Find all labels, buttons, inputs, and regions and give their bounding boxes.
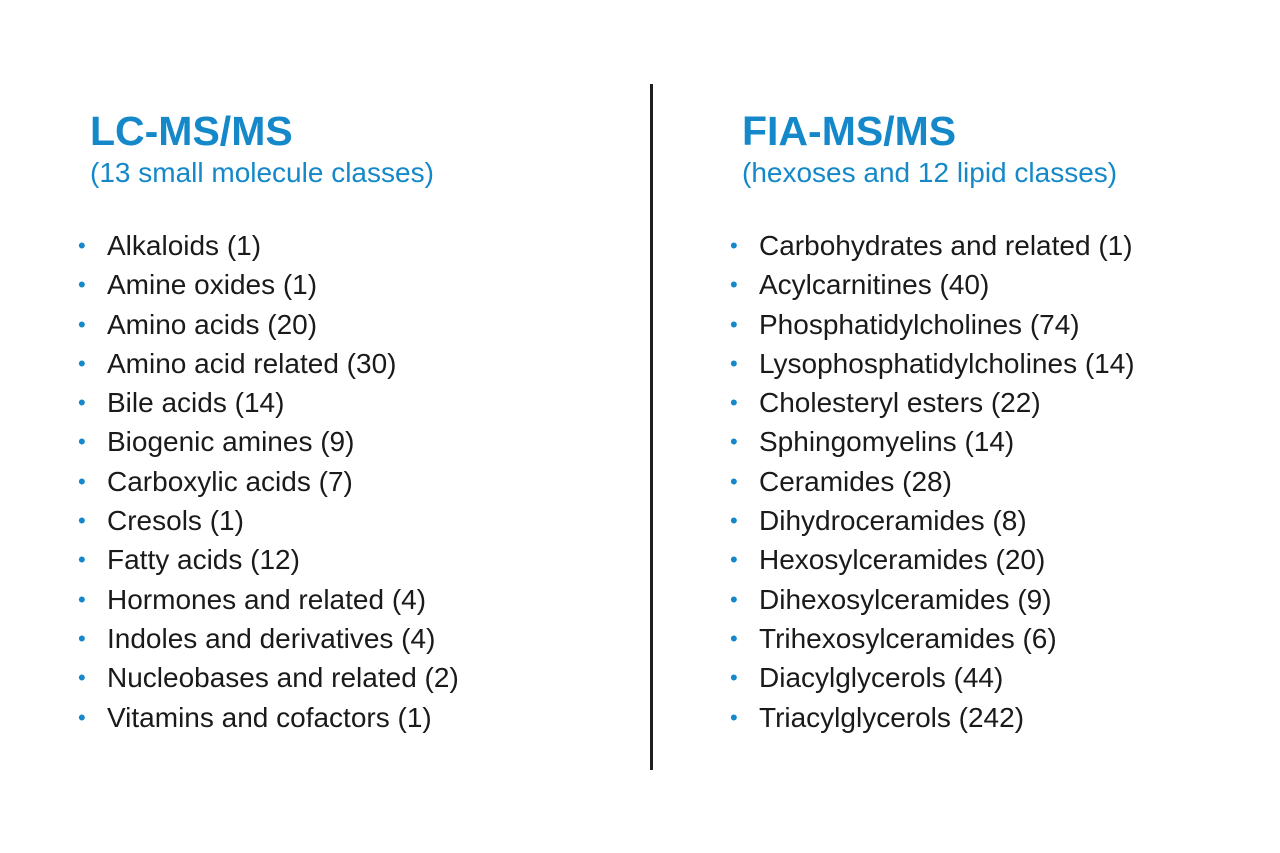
list-item-label: Sphingomyelins (14) — [759, 426, 1015, 458]
list-item — [730, 619, 1280, 658]
bullet-icon: • — [730, 625, 738, 651]
list-item-label: Indoles and derivatives (4) — [107, 622, 436, 654]
list-item — [730, 265, 1280, 304]
list-item-label: Triacylglycerols (242) — [759, 701, 1025, 733]
bullet-icon: • — [78, 350, 86, 376]
list-item — [78, 698, 638, 737]
list-item-label: Acylcarnitines (40) — [759, 269, 990, 301]
lc-ms-column — [78, 106, 630, 733]
fia-ms-class-list — [730, 226, 1280, 737]
list-item-label: Phosphatidylcholines (74) — [759, 308, 1080, 340]
list-item — [730, 540, 1280, 579]
list-item — [730, 305, 1280, 344]
list-item — [730, 658, 1280, 697]
bullet-icon: • — [78, 625, 86, 651]
list-item-label: Carbohydrates and related (1) — [759, 230, 1133, 261]
list-item — [730, 226, 1280, 265]
list-item-label: Vitamins and cofactors (1) — [107, 701, 432, 733]
list-item-label: Ceramides (28) — [759, 465, 952, 497]
bullet-icon: • — [78, 508, 86, 534]
list-item-label: Amino acid related (30) — [107, 347, 397, 379]
list-item — [730, 383, 1280, 422]
bullet-icon: • — [78, 390, 86, 416]
fia-ms-subtitle: (hexoses and 12 lipid classes) — [742, 157, 1118, 188]
list-item — [78, 383, 638, 422]
bullet-icon: • — [78, 468, 86, 494]
list-item-label: Carboxylic acids (7) — [107, 465, 353, 497]
bullet-icon: • — [78, 311, 86, 337]
bullet-icon: • — [730, 429, 738, 455]
list-item — [78, 619, 638, 658]
list-item-label: Bile acids (14) — [107, 387, 285, 419]
list-item — [78, 501, 638, 540]
list-item-label: Hormones and related (4) — [107, 583, 427, 615]
list-item-label: Lysophosphatidylcholines (14) — [759, 347, 1135, 379]
bullet-icon: • — [78, 704, 86, 730]
bullet-icon: • — [78, 586, 86, 612]
list-item-label: Amine oxides (1) — [107, 269, 318, 301]
list-item-label: Fatty acids (12) — [107, 544, 300, 576]
column-divider — [650, 84, 653, 770]
list-item — [78, 226, 638, 265]
fia-ms-title: FIA-MS/MS — [742, 108, 957, 154]
bullet-icon: • — [730, 665, 738, 691]
list-item-label: Cresols (1) — [107, 505, 244, 537]
list-item-label: Nucleobases and related (2) — [107, 662, 459, 694]
list-item — [78, 344, 638, 383]
list-item — [730, 698, 1280, 737]
bullet-icon: • — [78, 429, 86, 455]
bullet-icon: • — [730, 272, 738, 298]
list-item — [730, 462, 1280, 501]
list-item-label: Alkaloids (1) — [107, 230, 262, 261]
list-item-label: Cholesteryl esters (22) — [759, 387, 1041, 419]
list-item-label: Dihexosylceramides (9) — [759, 583, 1052, 615]
bullet-icon: • — [78, 665, 86, 691]
bullet-icon: • — [730, 468, 738, 494]
list-item-label: Biogenic amines (9) — [107, 426, 355, 458]
bullet-icon: • — [78, 272, 86, 298]
bullet-icon: • — [730, 704, 738, 730]
list-item-label: Amino acids (20) — [107, 308, 318, 340]
list-item-label: Trihexosylceramides (6) — [759, 622, 1057, 654]
list-item — [730, 344, 1280, 383]
list-item — [78, 462, 638, 501]
bullet-icon: • — [730, 390, 738, 416]
list-item — [78, 580, 638, 619]
list-item — [78, 422, 638, 461]
lc-ms-subtitle: (13 small molecule classes) — [90, 157, 434, 188]
list-item — [730, 580, 1280, 619]
bullet-icon: • — [730, 508, 738, 534]
fia-ms-column — [730, 106, 1262, 733]
lc-ms-class-list — [78, 226, 638, 737]
list-item — [78, 540, 638, 579]
bullet-icon: • — [730, 233, 738, 258]
bullet-icon: • — [78, 233, 86, 258]
list-item — [730, 422, 1280, 461]
list-item — [78, 265, 638, 304]
bullet-icon: • — [730, 586, 738, 612]
bullet-icon: • — [78, 547, 86, 573]
list-item-label: Hexosylceramides (20) — [759, 544, 1046, 576]
bullet-icon: • — [730, 350, 738, 376]
list-item-label: Diacylglycerols (44) — [759, 662, 1004, 694]
list-item — [78, 305, 638, 344]
list-item-label: Dihydroceramides (8) — [759, 505, 1027, 537]
bullet-icon: • — [730, 311, 738, 337]
lc-ms-title: LC-MS/MS — [90, 108, 293, 154]
list-item — [78, 658, 638, 697]
bullet-icon: • — [730, 547, 738, 573]
list-item — [730, 501, 1280, 540]
